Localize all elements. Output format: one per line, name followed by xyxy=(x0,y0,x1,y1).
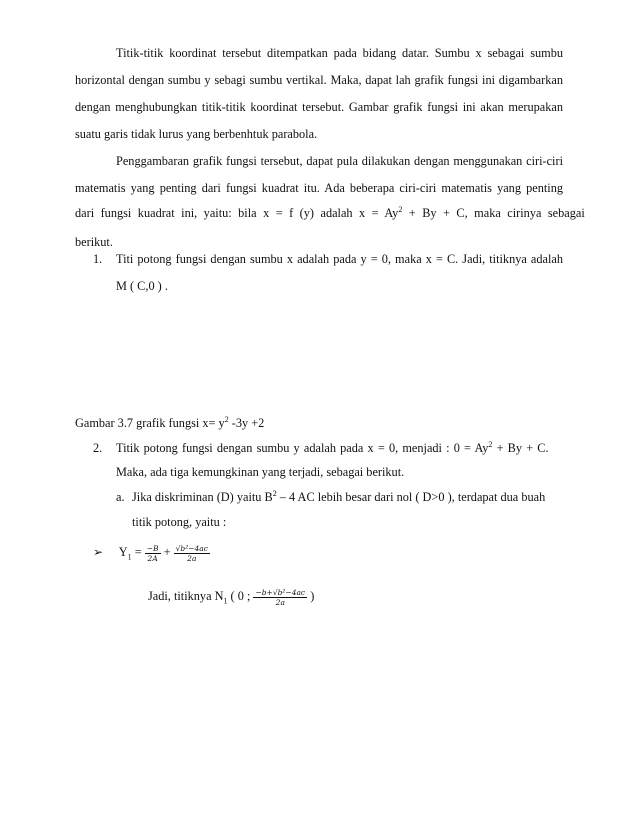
caption-text-b: -3y +2 xyxy=(228,416,265,430)
paragraph-1-line-4: suatu garis tidak lurus yang berbenhtuk parabola. xyxy=(75,127,318,141)
superscript: 2 xyxy=(272,488,277,498)
fraction-denominator: 2a xyxy=(187,553,197,563)
formula-equals: = xyxy=(131,545,142,559)
paragraph-2-line-1: Penggambaran grafik fungsi tersebut, dapat pula dilakukan dengan menggunakan ciri-ciri xyxy=(116,154,563,168)
caption-text-a: Gambar 3.7 grafik fungsi x= y xyxy=(75,416,225,430)
item-1-line-1: Titi potong fungsi dengan sumbu x adalah pada y = 0, maka x = C. Jadi, titiknya adalah xyxy=(116,252,563,266)
fraction-sqrt-discriminant-over-2a xyxy=(174,544,210,563)
item-2-line-1-text-a: Titik potong fungsi dengan sumbu y adalah pada x = 0, menjadi : 0 = Ay xyxy=(116,441,489,455)
paragraph-2-line-2: matematis yang penting dari fungsi kuadrat itu. Ada beberapa ciri-ciri matematis yang penting xyxy=(75,181,563,195)
item-2-number: 2. xyxy=(93,441,103,455)
item-1-line-2: M ( C,0 ) . xyxy=(116,279,168,293)
figure-caption xyxy=(75,415,264,431)
fraction-minus-b-over-2a xyxy=(145,544,161,563)
paragraph-1-line-1: Titik-titik koordinat tersebut ditempatkan pada bidang datar. Sumbu x sebagai sumbu xyxy=(116,46,563,60)
sub-item-a-label: a. xyxy=(116,490,125,504)
arrow-bullet-icon: ➢ xyxy=(93,545,104,559)
subscript: 1 xyxy=(223,596,228,606)
paragraph-1-line-3: dengan menghubungkan titik-titik koordinat tersebut. Gambar grafik fungsi ini akan merupakan xyxy=(75,100,563,114)
subscript: 1 xyxy=(127,552,132,562)
sub-item-a-text-a: Jika diskriminan (D) yaitu B xyxy=(132,490,273,504)
paragraph-1-line-2: horizontal dengan sumbu y sebagi sumbu vertikal. Maka, dapat lah grafik fungsi ini digambarkan xyxy=(75,73,563,87)
superscript: 2 xyxy=(224,414,229,424)
paragraph-2-line-3-text-b: + By + C, maka cirinya sebagai xyxy=(402,206,585,220)
result-close-paren: ) xyxy=(310,589,315,603)
fraction-root-over-2a xyxy=(253,588,307,607)
sub-item-a-line-2: titik potong, yaitu : xyxy=(132,515,227,529)
result-text-a: Jadi, titiknya N xyxy=(148,589,224,603)
result-point-n1 xyxy=(148,584,314,608)
item-2-line-1 xyxy=(116,440,563,456)
formula-y-label: Y xyxy=(118,545,128,559)
fraction-denominator: 2A xyxy=(147,553,158,563)
fraction-numerator: −b+√b²−4ac xyxy=(255,587,306,597)
item-2-line-2: Maka, ada tiga kemungkinan yang terjadi, sebagai berikut. xyxy=(116,465,405,479)
result-text-b: ( 0 ; xyxy=(227,589,251,603)
sub-item-a-text-b: – 4 AC lebih besar dari nol ( D>0 ), terdapat dua buah xyxy=(276,490,546,504)
fraction-numerator: √b²−4ac xyxy=(175,543,208,553)
formula-y1-row xyxy=(93,540,210,564)
item-2-line-1-text-b: + By + C. xyxy=(492,441,549,455)
fraction-denominator: 2a xyxy=(275,597,285,607)
sub-item-a-line-1 xyxy=(132,489,563,505)
superscript: 2 xyxy=(398,204,403,214)
superscript: 2 xyxy=(488,439,493,449)
paragraph-2-line-3-text-a: dari fungsi kuadrat ini, yaitu: bila x = f (y) adalah x = Ay xyxy=(75,206,399,220)
fraction-numerator: −B xyxy=(146,543,159,553)
paragraph-2-line-4: berikut. xyxy=(75,235,113,249)
item-1-number: 1. xyxy=(93,252,103,266)
paragraph-2-line-3 xyxy=(75,204,585,221)
formula-plus: + xyxy=(160,545,174,559)
